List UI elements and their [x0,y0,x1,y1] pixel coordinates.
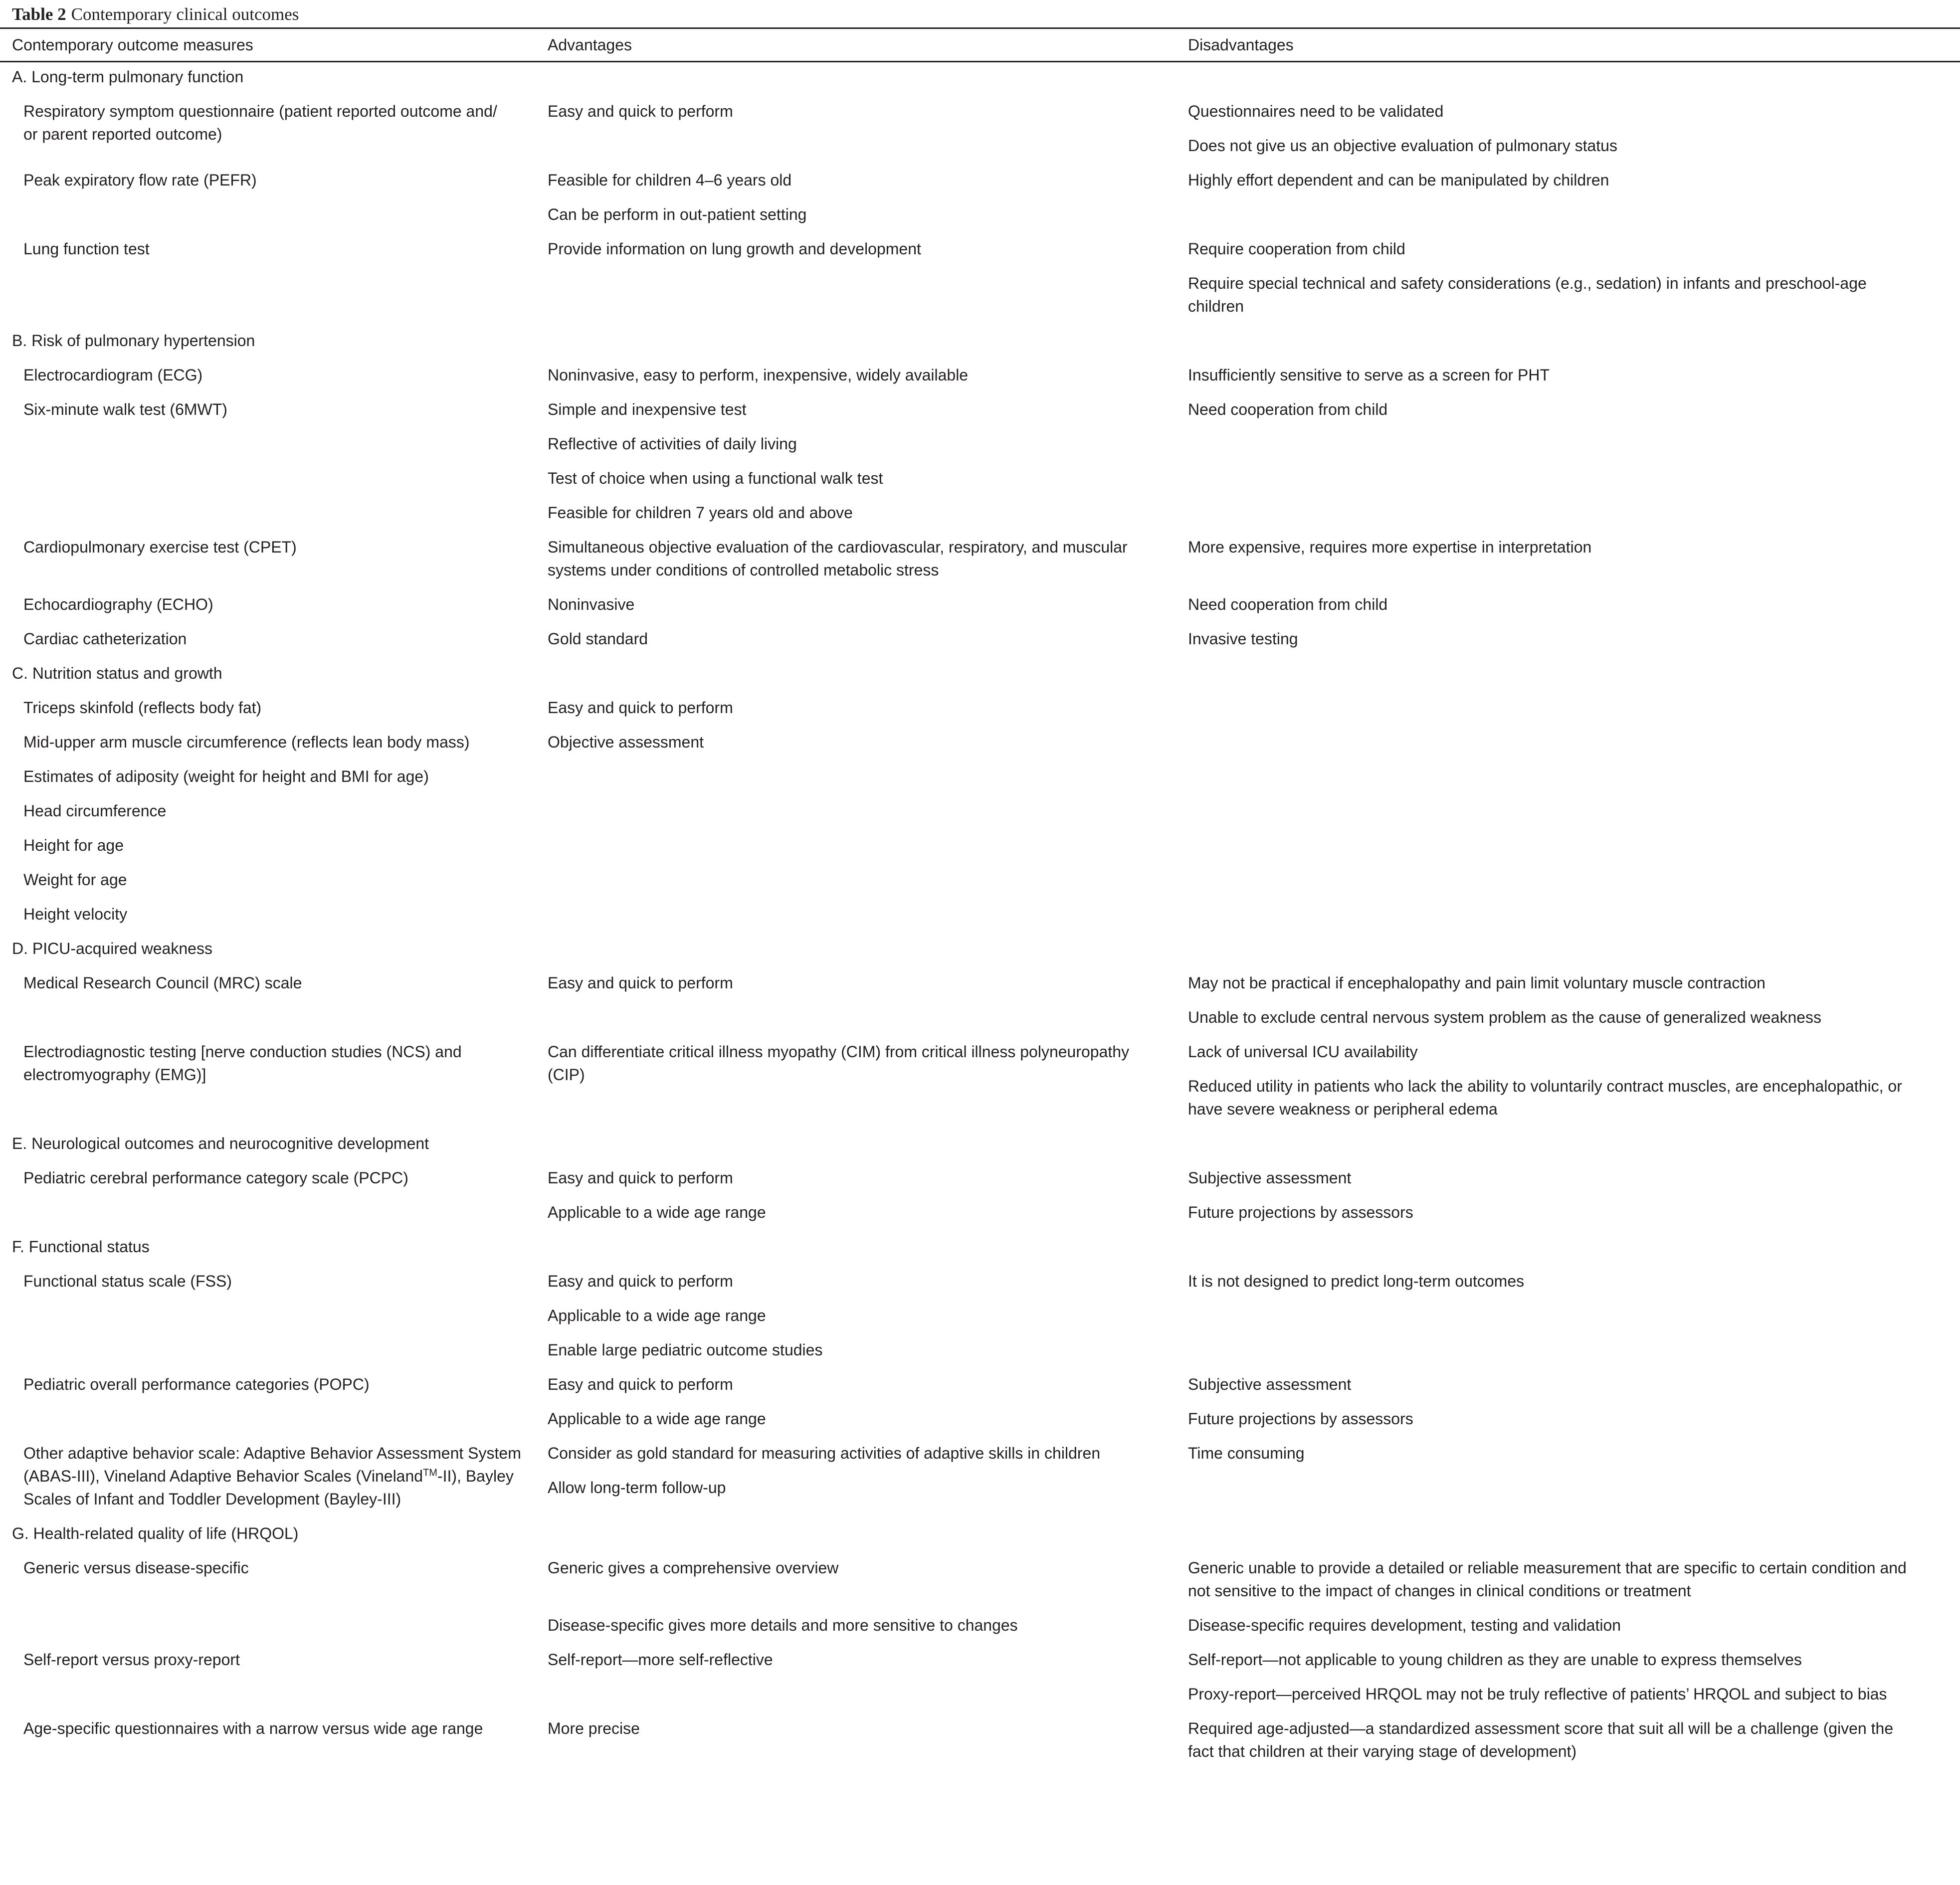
cell-line: May not be practical if encephalopathy and pain limit voluntary muscle contraction [1188,974,1765,992]
outcome-measure-cell [23,364,542,386]
disadvantage-cell [1188,1407,1946,1430]
cell-line: Time consuming [1188,1444,1305,1462]
disadvantage-cell [1188,1040,1946,1063]
outcome-measure-cell [23,1442,542,1510]
cell-line: Easy and quick to perform [548,1375,733,1393]
table-header-row [0,29,1960,61]
outcome-measure-cell [23,536,542,559]
table-row [0,1338,1960,1373]
table-row [0,1270,1960,1304]
table-row [0,100,1960,143]
cell-line: Need cooperation from child [1188,400,1388,418]
table-row [0,1407,1960,1442]
cell-line: Allow long-term follow-up [548,1479,726,1497]
outcome-measure-cell [23,799,542,822]
cell-line: children [1188,297,1244,315]
table-row [0,1304,1960,1338]
cell-line: Six-minute walk test (6MWT) [23,400,227,418]
table-row [0,1614,1960,1648]
advantage-cell [548,432,1171,455]
disadvantage-cell [1188,971,1946,994]
cell-line: Required age-adjusted—a standardized assessment score that suit all will be a challenge (given the [1188,1719,1894,1737]
outcome-measure-cell [23,1270,542,1293]
section-heading [12,937,1159,960]
cell-line: Height for age [23,836,124,854]
section-heading [12,65,1159,88]
cell-line: Can be perform in out-patient setting [548,205,807,223]
advantage-cell [548,1338,1171,1361]
cell-line: Easy and quick to perform [548,699,733,717]
cell-line: Lung function test [23,240,150,258]
advantage-cell [548,203,1171,226]
section-heading [12,329,1159,352]
cell-line: D. PICU-acquired weakness [12,940,212,957]
advantage-cell [548,1201,1171,1224]
cell-line: Feasible for children 4–6 years old [548,171,792,189]
cell-line: Scales of Infant and Toddler Development (Bayley-III) [23,1490,401,1508]
cell-line: Applicable to a wide age range [548,1203,766,1221]
cell-line: Pediatric cerebral performance category scale (PCPC) [23,1169,408,1187]
cell-line: Self-report versus proxy-report [23,1651,240,1669]
table-row [0,1442,1960,1522]
advantage-cell [548,1556,1171,1579]
advantage-cell [548,1442,1171,1499]
disadvantage-cell [1188,1166,1946,1189]
table-row [0,1166,1960,1201]
cell-line: fact that children at their varying stage of development) [1188,1742,1577,1760]
cell-line: F. Functional status [12,1238,150,1256]
cell-line: systems under conditions of controlled metabolic stress [548,561,939,579]
cell-line [23,1465,542,1488]
table-row [0,1040,1960,1084]
cell-line: Future projections by assessors [1188,1410,1413,1428]
table-body [0,65,1960,1774]
cell-line: Reduced utility in patients who lack the ability to voluntarily contract muscles, are encephalopathic, or [1188,1077,1902,1095]
advantage-cell [548,467,1171,490]
outcome-measure-cell [23,868,542,891]
outcome-measure-cell [23,593,542,616]
disadvantage-cell [1188,169,1946,191]
table-row [0,731,1960,765]
cell-line: Provide information on lung growth and development [548,240,921,258]
advantage-cell [548,1614,1171,1637]
cell-line: Simple and inexpensive test [548,400,747,418]
table-row [0,627,1960,662]
cell-line: Subjective assessment [1188,1375,1352,1393]
table-row [0,169,1960,203]
cell-line: More precise [548,1719,640,1737]
cell-line: Simultaneous objective evaluation of the cardiovascular, respiratory, and muscular [548,538,1128,556]
cell-line: Highly effort dependent and can be manipulated by children [1188,171,1609,189]
table-caption-title: Contemporary clinical outcomes [71,4,299,24]
cell-line: More expensive, requires more expertise in interpretation [1188,538,1592,556]
disadvantage-cell [1188,1683,1946,1705]
outcome-measure-cell [23,971,542,994]
section-heading [12,1522,1159,1545]
table-row [0,1006,1960,1040]
advantage-cell [548,501,1171,524]
cell-line: Echocardiography (ECHO) [23,595,213,613]
advantage-cell [548,593,1171,616]
advantage-cell [548,169,1171,191]
table-row [0,971,1960,1006]
cell-line: B. Risk of pulmonary hypertension [12,332,255,350]
cell-line: Generic versus disease-specific [23,1559,249,1577]
cell-line: Require special technical and safety considerations (e.g., sedation) in infants and preschool-age [1188,274,1867,292]
cell-line: Pediatric overall performance categories (POPC) [23,1375,370,1393]
table-row [0,536,1960,593]
cell-line: Electrocardiogram (ECG) [23,366,203,384]
disadvantage-cell [1188,1270,1946,1293]
table-row [0,1648,1960,1683]
table-row [0,868,1960,903]
cell-line: Proxy-report—perceived HRQOL may not be truly reflective of patients’ HRQOL and subject to bias [1188,1685,1887,1703]
advantage-cell [548,364,1171,386]
cell-line: (CIP) [548,1066,585,1084]
table-row [0,1717,1960,1774]
disadvantage-cell [1188,237,1946,260]
cell-line: Objective assessment [548,733,704,751]
cell-line: Enable large pediatric outcome studies [548,1341,823,1359]
table-row [0,1201,1960,1235]
cell-line: Generic unable to provide a detailed or reliable measurement that are specific to certain condition and [1188,1559,1907,1577]
disadvantage-cell [1188,1201,1946,1224]
section-row [0,65,1960,100]
cell-line: Head circumference [23,802,167,820]
outcome-measure-cell [23,834,542,857]
table-row [0,467,1960,501]
table-row [0,1683,1960,1717]
disadvantage-cell [1188,364,1946,386]
disadvantage-cell [1188,593,1946,616]
advantage-cell [548,1648,1171,1671]
disadvantage-cell [1188,627,1946,650]
table-row [0,765,1960,799]
section-heading [12,662,1159,685]
cell-line: Disease-specific requires development, testing and validation [1188,1616,1621,1634]
table-row [0,501,1960,536]
cell-line: Mid-upper arm muscle circumference (reflects lean body mass) [23,733,470,751]
cell-line: Medical Research Council (MRC) scale [23,974,302,992]
outcome-measure-cell [23,903,542,926]
advantage-cell [548,1373,1171,1396]
table-row [0,432,1960,467]
cell-line: Can differentiate critical illness myopathy (CIM) from critical illness polyneuropathy [548,1043,1130,1061]
disadvantage-cell [1188,1442,1946,1465]
advantage-cell [548,696,1171,719]
cell-line: Self-report—more self-reflective [548,1651,773,1669]
outcome-measure-cell [23,1717,542,1740]
cell-line: Reflective of activities of daily living [548,435,797,453]
advantage-cell [548,731,1171,754]
disadvantage-cell [1188,1556,1946,1602]
header-advantages: Advantages [548,36,632,54]
section-row [0,329,1960,364]
cell-line: Weight for age [23,871,127,889]
section-row [0,662,1960,696]
cell-line: It is not designed to predict long-term outcomes [1188,1272,1525,1290]
outcome-measure-cell [23,696,542,719]
advantage-cell [548,1304,1171,1327]
table-row [0,1075,1960,1132]
cell-line: Triceps skinfold (reflects body fat) [23,699,262,717]
cell-line: Easy and quick to perform [548,102,733,120]
table-row [0,203,1960,237]
disadvantage-cell [1188,1648,1946,1671]
table-row [0,799,1960,834]
table-header-rule [0,61,1960,62]
cell-line: Invasive testing [1188,630,1298,648]
table-row [0,834,1960,868]
section-heading [12,1132,1159,1155]
table-row [0,1556,1960,1614]
table-row [0,1373,1960,1407]
advantage-cell [548,100,1171,123]
cell-line: Respiratory symptom questionnaire (patient reported outcome and/ [23,102,497,120]
advantage-cell [548,1407,1171,1430]
table-row [0,593,1960,627]
cell-line: Noninvasive, easy to perform, inexpensive, widely available [548,366,969,384]
cell-line: Insufficiently sensitive to serve as a screen for PHT [1188,366,1550,384]
table-row [0,398,1960,432]
cell-line: Applicable to a wide age range [548,1307,766,1324]
cell-line: Age-specific questionnaires with a narrow versus wide age range [23,1719,483,1737]
cell-line: Other adaptive behavior scale: Adaptive Behavior Assessment System [23,1444,521,1462]
cell-line: Height velocity [23,905,128,923]
cell-line: Test of choice when using a functional walk test [548,469,883,487]
cell-line: Functional status scale (FSS) [23,1272,232,1290]
trademark-superscript: TM [423,1467,437,1479]
disadvantage-cell [1188,1373,1946,1396]
cell-line: or parent reported outcome) [23,125,222,143]
table-row [0,272,1960,329]
advantage-cell [548,536,1171,581]
header-disadvantages: Disadvantages [1188,36,1294,54]
cell-line: have severe weakness or peripheral edema [1188,1100,1498,1118]
cell-line: Need cooperation from child [1188,595,1388,613]
cell-line: Easy and quick to perform [548,974,733,992]
header-outcome-measures: Contemporary outcome measures [12,36,253,54]
table-row [0,134,1960,169]
cell-text: (ABAS-III), Vineland Adaptive Behavior Scales (Vineland [23,1467,423,1485]
outcome-measure-cell [23,237,542,260]
outcome-measure-cell [23,765,542,788]
cell-line: Unable to exclude central nervous system problem as the cause of generalized weakness [1188,1008,1822,1026]
cell-line: E. Neurological outcomes and neurocognitive development [12,1134,429,1152]
table-row [0,237,1960,272]
disadvantage-cell [1188,1006,1946,1029]
advantage-cell [548,237,1171,260]
cell-text: -II), Bayley [437,1467,514,1485]
outcome-measure-cell [23,1166,542,1189]
cell-line: not sensitive to the impact of changes in clinical conditions or treatment [1188,1582,1691,1600]
cell-line: Consider as gold standard for measuring activities of adaptive skills in children [548,1444,1101,1462]
cell-line: Peak expiratory flow rate (PEFR) [23,171,257,189]
outcome-measure-cell [23,731,542,754]
section-row [0,1132,1960,1166]
cell-line: A. Long-term pulmonary function [12,68,244,86]
disadvantage-cell [1188,272,1946,318]
disadvantage-cell [1188,1614,1946,1637]
advantage-cell [548,1717,1171,1740]
disadvantage-cell [1188,1075,1946,1121]
table-caption-label: Table 2 [12,4,66,24]
cell-line: Cardiopulmonary exercise test (CPET) [23,538,297,556]
advantage-cell [548,971,1171,994]
cell-line: Easy and quick to perform [548,1169,733,1187]
cell-line: G. Health-related quality of life (HRQOL) [12,1524,299,1542]
advantage-cell [548,1270,1171,1293]
advantage-cell [548,398,1171,421]
disadvantage-cell [1188,100,1946,123]
cell-line: Disease-specific gives more details and more sensitive to changes [548,1616,1018,1634]
disadvantage-cell [1188,1717,1946,1763]
cell-line: Subjective assessment [1188,1169,1352,1187]
disadvantage-cell [1188,398,1946,421]
outcome-measure-cell [23,169,542,191]
cell-line: Self-report—not applicable to young children as they are unable to express themselves [1188,1651,1802,1669]
cell-line: Cardiac catheterization [23,630,187,648]
cell-line: Require cooperation from child [1188,240,1405,258]
cell-line: electromyography (EMG)] [23,1066,206,1084]
disadvantage-cell [1188,536,1946,559]
disadvantage-cell [1188,134,1946,157]
cell-line: C. Nutrition status and growth [12,664,222,682]
cell-line: Questionnaires need to be validated [1188,102,1444,120]
cell-line: Applicable to a wide age range [548,1410,766,1428]
section-heading [12,1235,1159,1258]
table-row [0,696,1960,731]
cell-line: Future projections by assessors [1188,1203,1413,1221]
section-row [0,1235,1960,1270]
section-row [0,1522,1960,1556]
cell-line: Gold standard [548,630,648,648]
cell-line: Lack of universal ICU availability [1188,1043,1418,1061]
outcome-measure-cell [23,1556,542,1579]
advantage-cell [548,1166,1171,1189]
table-caption [12,2,299,27]
table-row [0,364,1960,398]
cell-line: Generic gives a comprehensive overview [548,1559,839,1577]
outcome-measure-cell [23,398,542,421]
outcome-measure-cell [23,1648,542,1671]
table-row [0,903,1960,937]
cell-line: Noninvasive [548,595,635,613]
cell-line: Electrodiagnostic testing [nerve conduction studies (NCS) and [23,1043,462,1061]
outcome-measure-cell [23,627,542,650]
cell-line: Estimates of adiposity (weight for height and BMI for age) [23,767,429,785]
cell-line: Easy and quick to perform [548,1272,733,1290]
advantage-cell [548,627,1171,650]
section-row [0,937,1960,971]
cell-line: Does not give us an objective evaluation of pulmonary status [1188,137,1617,155]
outcome-measure-cell [23,1373,542,1396]
cell-line: Feasible for children 7 years old and above [548,504,853,522]
